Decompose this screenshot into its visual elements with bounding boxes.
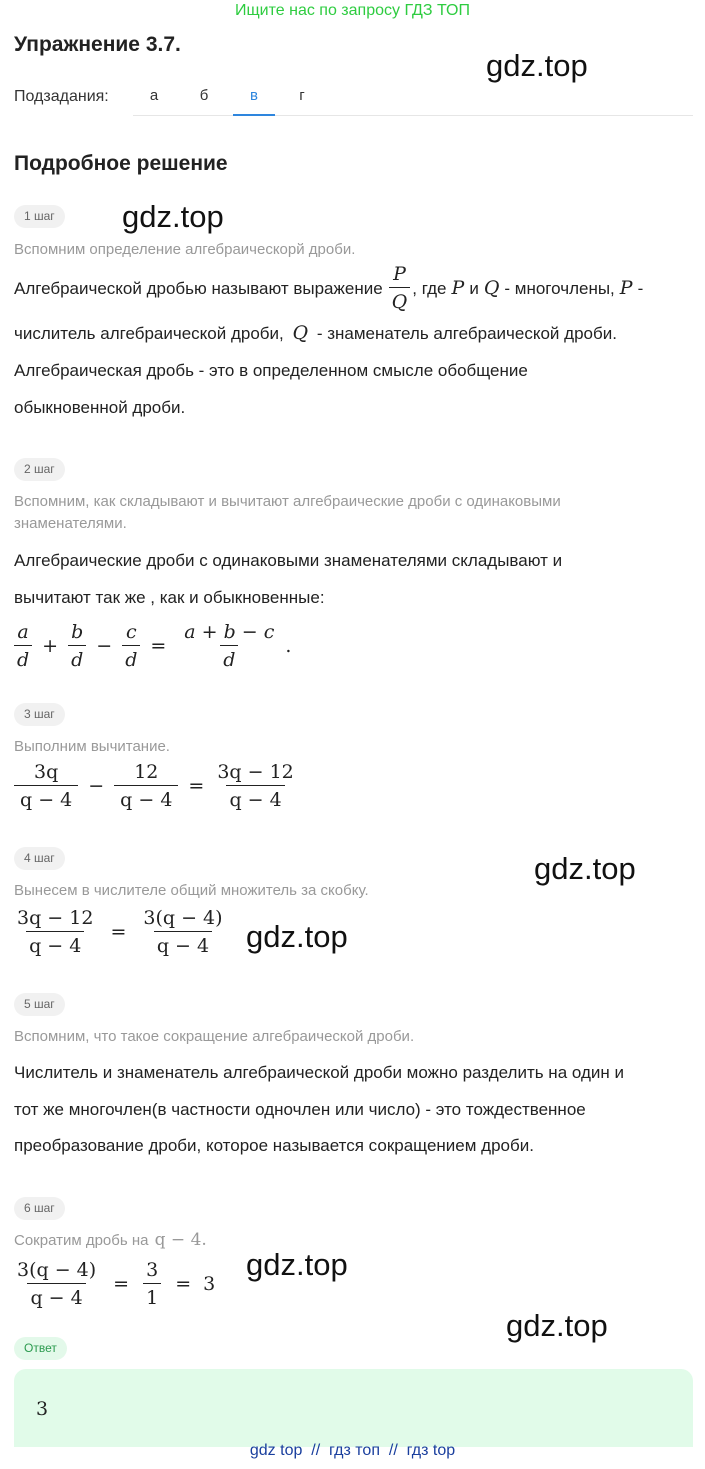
watermark: gdz.top: [122, 199, 224, 234]
formula-same-denominator: [12, 620, 291, 672]
punctuation: .: [285, 635, 292, 657]
operator: =: [110, 921, 127, 943]
step-text-line: [14, 315, 617, 352]
fraction-numerator: 3q − 12: [17, 907, 94, 929]
fraction-numerator: 3: [146, 1259, 159, 1281]
fraction-numerator: 3(q − 4): [143, 907, 223, 929]
fraction: [14, 906, 96, 958]
tab-v[interactable]: в: [233, 78, 275, 116]
fraction-a-d: [14, 620, 32, 672]
definition-text: Алгебраической дробью называют выражение: [14, 278, 383, 298]
fraction-denominator: Q: [389, 287, 411, 314]
text-fragment: - знаменатель алгебраической дроби.: [316, 324, 617, 343]
fraction: [14, 1258, 99, 1310]
step-1: [14, 205, 65, 228]
step-badge: 6 шаг: [14, 1197, 65, 1220]
math-var: P: [619, 276, 633, 299]
answer-value: 3: [36, 1398, 49, 1420]
tab-b[interactable]: б: [199, 87, 209, 104]
step-6: [14, 1197, 65, 1220]
operator: =: [150, 635, 167, 657]
fraction-numerator: a + b − c: [184, 621, 275, 643]
step-hint: знаменателями.: [14, 515, 127, 532]
text-fragment: , где: [412, 278, 447, 298]
fraction: [140, 906, 225, 958]
subtasks-label: Подзадания:: [14, 88, 109, 105]
subtask-tabs: [133, 78, 693, 116]
page-title: Упражнение 3.7.: [14, 33, 181, 56]
step-4: [14, 847, 65, 870]
watermark: gdz.top: [506, 1308, 608, 1343]
step-text-line: вычитают так же , как и обыкновенные:: [14, 588, 325, 607]
step-hint: Выполним вычитание.: [14, 738, 170, 755]
step-badge: 1 шаг: [14, 205, 65, 228]
step-badge: 5 шаг: [14, 993, 65, 1016]
step-text-line: тот же многочлен(в частности одночлен или число) - это тождественное: [14, 1100, 586, 1119]
fraction-numerator: b: [71, 621, 84, 643]
fraction-denominator: d: [14, 645, 32, 672]
operator: −: [96, 635, 113, 657]
fraction-result: [176, 620, 282, 672]
step-text-line: Алгебраические дроби с одинаковыми знаменателями складывают и: [14, 551, 563, 570]
fraction-numerator: 3q: [33, 761, 59, 783]
fraction: [14, 760, 78, 812]
step-text-line: обыкновенной дроби.: [14, 398, 186, 417]
fraction-denominator: d: [122, 645, 140, 672]
fraction-denominator: 1: [143, 1283, 161, 1310]
fraction-numerator: a: [17, 621, 29, 643]
step-2: [14, 458, 65, 481]
step-hint: Вспомним определение алгебраическорй дроби.: [14, 241, 356, 258]
operator: =: [188, 775, 205, 797]
fraction-denominator: q − 4: [114, 785, 178, 812]
footer-links[interactable]: gdz top // гдз топ // гдз top: [249, 1442, 456, 1459]
math-var: Q: [483, 276, 500, 299]
operator: =: [113, 1273, 130, 1295]
fraction-b-d: [68, 620, 86, 672]
hint-expression: q − 4.: [154, 1230, 207, 1250]
answer-badge: Ответ: [14, 1337, 67, 1360]
formula-factor: [12, 906, 228, 958]
result-value: 3: [203, 1273, 216, 1295]
operator: −: [88, 775, 105, 797]
section-title: Подробное решение: [14, 152, 228, 175]
fraction-numerator: P: [393, 263, 406, 285]
formula-reduce: [12, 1258, 215, 1310]
step-3: [14, 703, 65, 726]
hint-text: Сократим дробь на: [14, 1232, 149, 1249]
tab-g[interactable]: г: [299, 87, 305, 104]
step-text-line: преобразование дроби, которое называется сокращением дроби.: [14, 1136, 534, 1155]
fraction-numerator: c: [125, 621, 137, 643]
answer-box: [14, 1369, 693, 1447]
formula-subtraction: [12, 760, 299, 812]
step-text-line: [14, 262, 699, 314]
search-hint: Ищите нас по запросу ГДЗ ТОП: [235, 2, 470, 19]
fraction-numerator: 12: [134, 761, 159, 783]
fraction-denominator: q − 4: [14, 785, 78, 812]
fraction: [214, 760, 296, 812]
watermark: gdz.top: [246, 1247, 348, 1282]
fraction-numerator: 3q − 12: [217, 761, 294, 783]
tab-a[interactable]: а: [149, 87, 159, 104]
operator: =: [175, 1273, 192, 1295]
step-hint: Вынесем в числителе общий множитель за скобку.: [14, 882, 369, 899]
fraction-numerator: 3(q − 4): [17, 1259, 97, 1281]
text-fragment: и: [469, 278, 479, 298]
step-hint: Вспомним, как складывают и вычитают алгебраические дроби с одинаковыми: [14, 493, 561, 510]
fraction-c-d: [122, 620, 140, 672]
step-hint: [14, 1229, 207, 1252]
fraction-denominator: q − 4: [154, 931, 212, 958]
step-badge: 2 шаг: [14, 458, 65, 481]
fraction-denominator: q − 4: [26, 931, 84, 958]
watermark: gdz.top: [246, 919, 348, 954]
step-5: [14, 993, 65, 1016]
fraction: [114, 760, 178, 812]
fraction: [143, 1258, 161, 1310]
watermark: gdz.top: [534, 851, 636, 886]
math-var: P: [451, 276, 465, 299]
step-hint: Вспомним, что такое сокращение алгебраической дроби.: [14, 1028, 415, 1045]
fraction-denominator: q − 4: [226, 785, 284, 812]
text-fragment: -: [637, 278, 644, 298]
text-fragment: - многочлены,: [504, 278, 615, 298]
watermark: gdz.top: [486, 48, 588, 83]
answer-label: [14, 1337, 67, 1360]
fraction-p-q: [389, 262, 411, 314]
operator: +: [42, 635, 59, 657]
fraction-denominator: d: [220, 645, 238, 672]
math-var: Q: [292, 322, 309, 344]
fraction-denominator: q − 4: [27, 1283, 85, 1310]
step-badge: 3 шаг: [14, 703, 65, 726]
text-fragment: числитель алгебраической дроби,: [14, 324, 284, 343]
step-text-line: Алгебраическая дробь - это в определенном смысле обобщение: [14, 361, 528, 380]
step-badge: 4 шаг: [14, 847, 65, 870]
step-text-line: Числитель и знаменатель алгебраической дроби можно разделить на один и: [14, 1063, 624, 1082]
fraction-denominator: d: [68, 645, 86, 672]
